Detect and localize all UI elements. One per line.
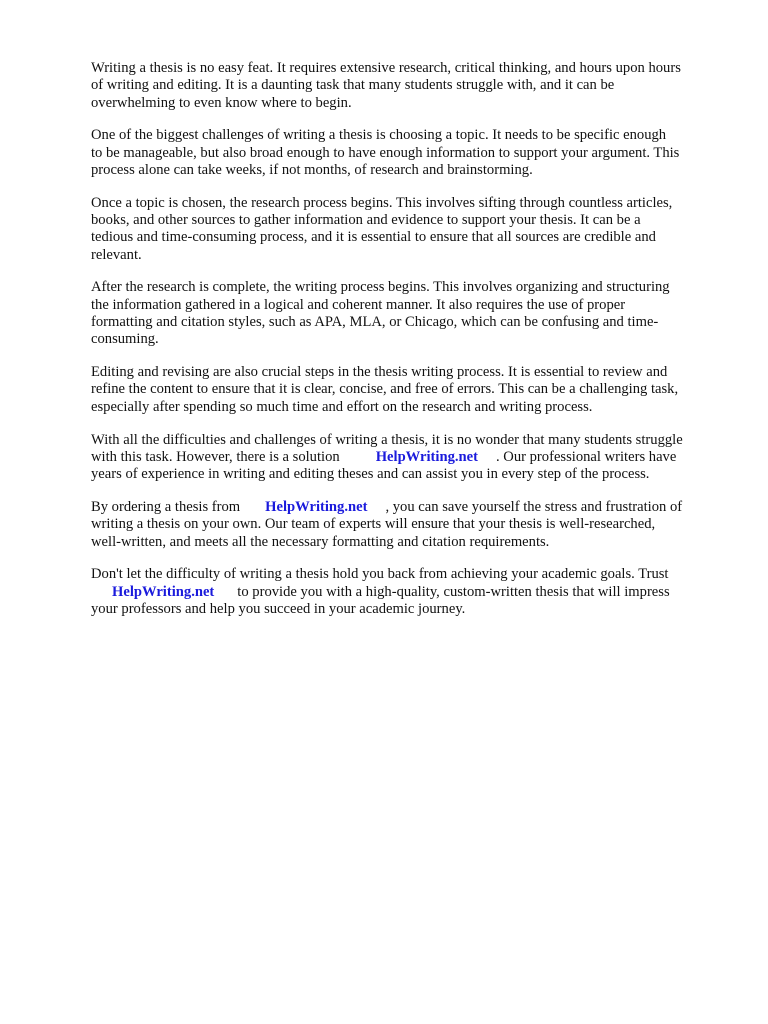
paragraph-line: After the research is complete, the writing process begins. This involves organizing and structuring (91, 279, 670, 296)
paragraph-line: writing a thesis on your own. Our team of experts will ensure that your thesis is well-researched, (91, 516, 656, 533)
paragraph-line: process alone can take weeks, if not months, of research and brainstorming. (91, 161, 533, 178)
helpwriting-link[interactable]: HelpWriting.net (265, 498, 368, 515)
paragraph-6 (91, 432, 731, 484)
paragraph-5 (91, 364, 731, 416)
paragraph-line: One of the biggest challenges of writing a thesis is choosing a topic. It needs to be specific enough (91, 127, 667, 144)
document-page (91, 60, 731, 634)
paragraph-line: consuming. (91, 331, 159, 348)
helpwriting-link[interactable]: HelpWriting.net (112, 583, 215, 600)
paragraph-3 (91, 195, 731, 264)
paragraph-line: formatting and citation styles, such as APA, MLA, or Chicago, which can be confusing and time- (91, 314, 659, 331)
paragraph-line: especially after spending so much time and effort on the research and writing process. (91, 398, 593, 415)
paragraph-7 (91, 499, 731, 551)
paragraph-line: to be manageable, but also broad enough to have enough information to support your argument. This (91, 144, 680, 161)
paragraph-line: With all the difficulties and challenges of writing a thesis, it is no wonder that many students struggle (91, 431, 683, 448)
paragraph-line: Once a topic is chosen, the research process begins. This involves sifting through countless articles, (91, 194, 673, 211)
paragraph-2 (91, 127, 731, 179)
paragraph-line: well-written, and meets all the necessary formatting and citation requirements. (91, 533, 550, 550)
helpwriting-link[interactable]: HelpWriting.net (375, 448, 478, 465)
paragraph-line: Don't let the difficulty of writing a thesis hold you back from achieving your academic goals. Trust (91, 566, 669, 583)
paragraph-line: . Our professional writers have (495, 448, 677, 465)
paragraph-line: refine the content to ensure that it is clear, concise, and free of errors. This can be a challenging task, (91, 381, 679, 398)
paragraph-line: By ordering a thesis from (91, 498, 241, 515)
paragraph-line: years of experience in writing and editing theses and can assist you in every step of the process. (91, 466, 650, 483)
paragraph-1 (91, 60, 731, 112)
paragraph-line: overwhelming to even know where to begin. (91, 94, 352, 111)
paragraph-line: relevant. (91, 246, 142, 263)
paragraph-line: your professors and help you succeed in your academic journey. (91, 600, 466, 617)
paragraph-8 (91, 566, 731, 618)
paragraph-line: the information gathered in a logical and coherent manner. It also requires the use of proper (91, 296, 626, 313)
paragraph-line: to provide you with a high-quality, custom-written thesis that will impress (237, 583, 670, 600)
paragraph-line: tedious and time-consuming process, and it is essential to ensure that all sources are credible and (91, 229, 656, 246)
paragraph-line: Writing a thesis is no easy feat. It requires extensive research, critical thinking, and hours upon hours (91, 60, 681, 76)
paragraph-line: Editing and revising are also crucial steps in the thesis writing process. It is essential to review and (91, 364, 668, 381)
paragraph-line: books, and other sources to gather information and evidence to support your thesis. It can be a (91, 212, 641, 229)
paragraph-line: , you can save yourself the stress and frustration of (385, 498, 683, 515)
paragraph-line: of writing and editing. It is a daunting task that many students struggle with, and it can be (91, 77, 615, 94)
paragraph-4 (91, 279, 731, 348)
paragraph-line: with this task. However, there is a solution (91, 448, 340, 465)
